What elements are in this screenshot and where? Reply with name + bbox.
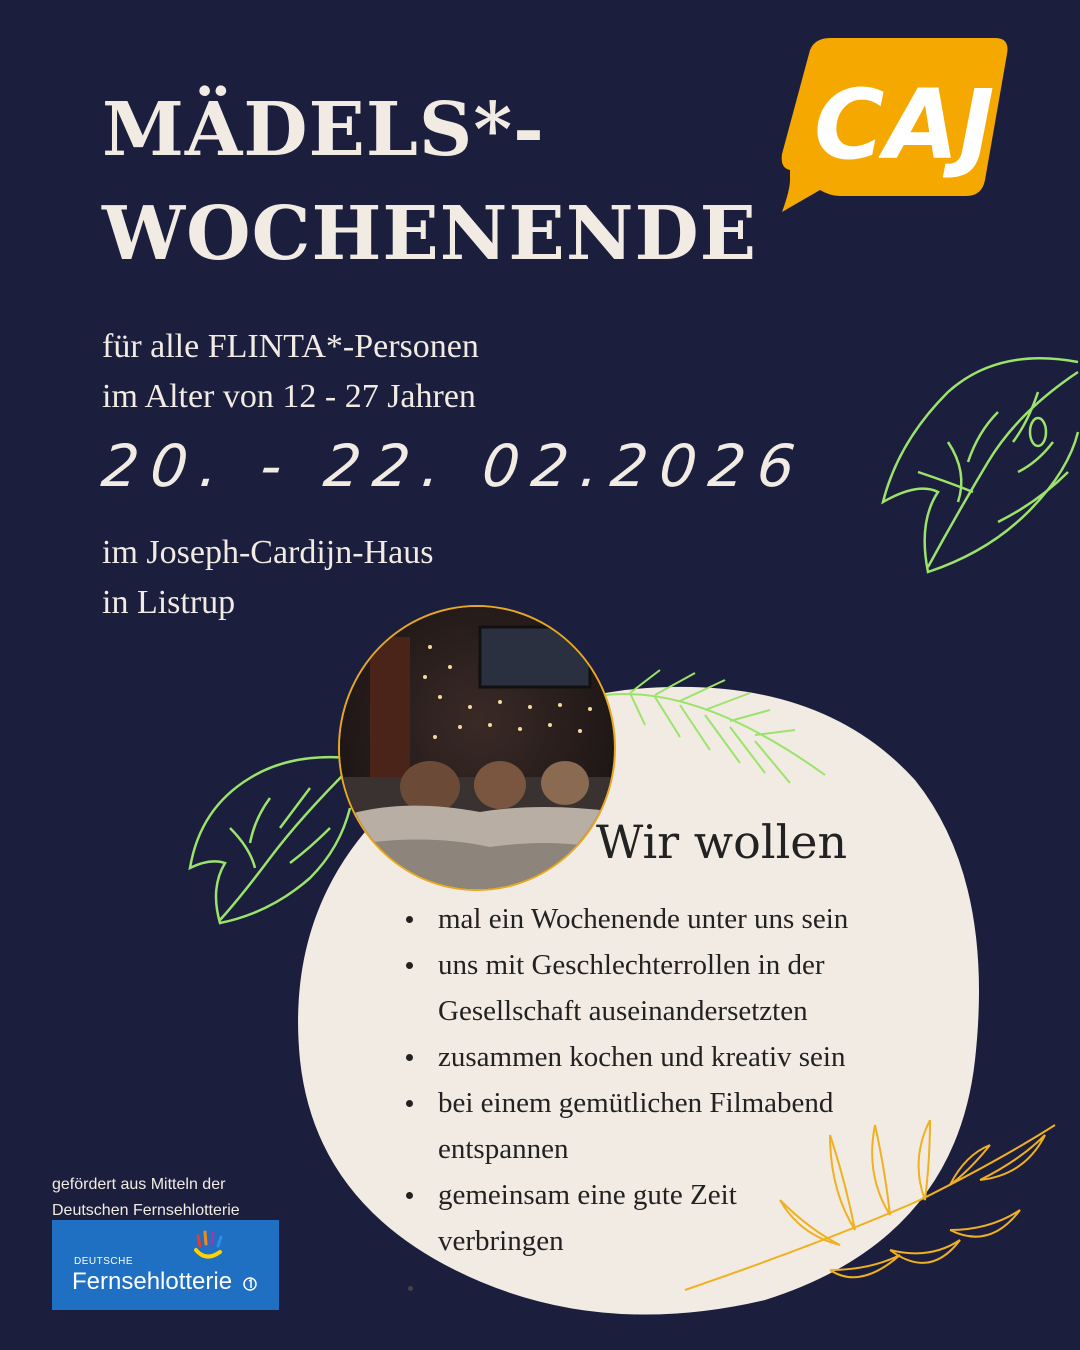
audience-line-1: für alle FLINTA*-Personen [102, 328, 479, 365]
fernsehlotterie-logo [52, 1220, 279, 1310]
fern-leaf-icon [600, 665, 830, 805]
list-item: gemeinsam eine gute Zeit verbringen [402, 1172, 818, 1264]
audience-line-2: im Alter von 12 - 27 Jahren [102, 378, 476, 415]
stray-dot [408, 1286, 413, 1291]
monstera-leaf-right-icon [878, 352, 1080, 584]
list-item: uns mit Geschlechterrollen in der Gesellschaft auseinandersetzten [402, 942, 962, 1034]
section-heading: Wir wollen [596, 815, 848, 869]
list-item: zusammen kochen und kreativ sein [402, 1034, 962, 1080]
lotto-logo-big: Fernsehlotterie [72, 1268, 233, 1295]
page-title [102, 78, 757, 286]
caj-logo [770, 30, 1020, 220]
palm-leaf-icon [680, 1120, 1060, 1300]
location-line-2: in Listrup [102, 584, 236, 621]
lotto-logo-small: DEUTSCHE [74, 1256, 134, 1267]
audience-text [102, 322, 479, 422]
title-line-1: MÄDELS*- [102, 87, 545, 173]
funder-line-1: gefördert aus Mitteln der [52, 1176, 226, 1193]
caj-logo-text: CAJ [814, 69, 995, 181]
list-item: bei einem gemütlichen Filmabend entspannen [402, 1080, 962, 1172]
list-item: mal ein Wochenende unter uns sein [402, 896, 962, 942]
event-date: 20. - 22. 02.2026 [98, 432, 811, 500]
title-line-2: WOCHENENDE [102, 191, 758, 277]
location-text [102, 528, 433, 628]
hand-icon [192, 1228, 228, 1264]
ard-one-icon [242, 1276, 258, 1292]
funder-line-2: Deutschen Fernsehlotterie [52, 1202, 240, 1219]
location-line-1: im Joseph-Cardijn-Haus [102, 534, 434, 571]
movie-night-photo [338, 605, 616, 891]
funder-note [52, 1172, 240, 1224]
